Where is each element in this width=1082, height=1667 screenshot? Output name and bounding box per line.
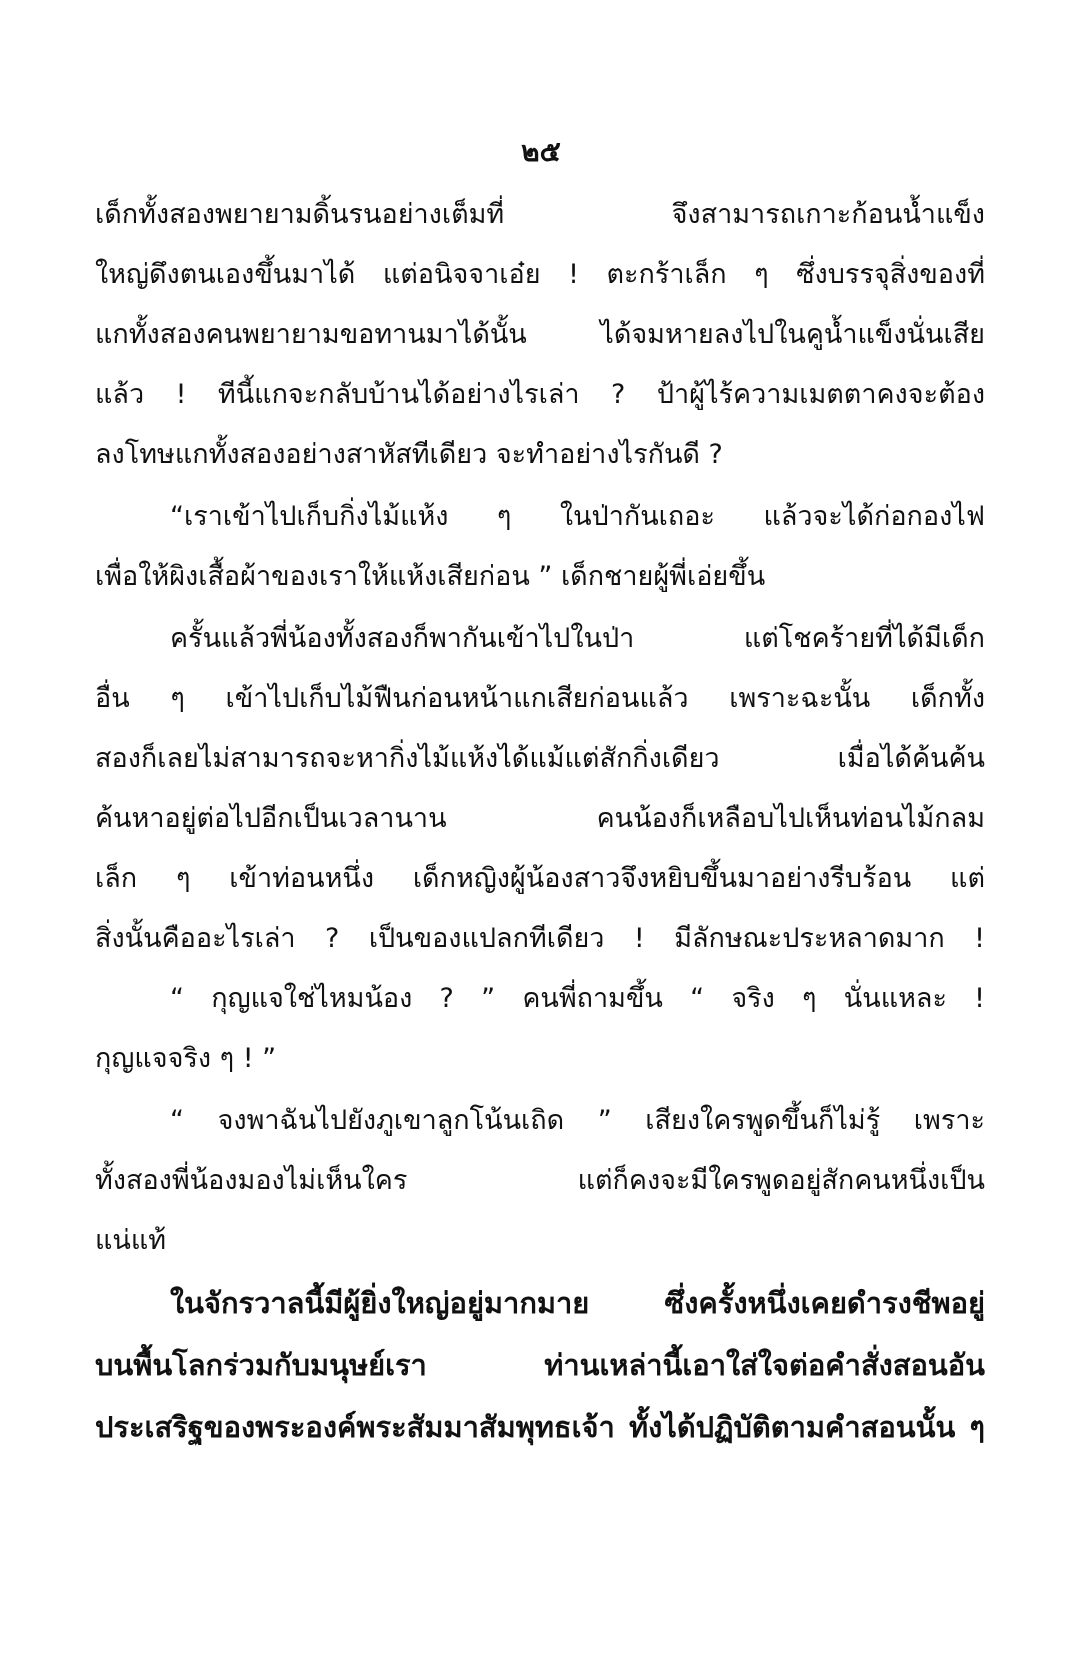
text-line: ในจักรวาลนี้มีผู้ยิ่งใหญ่อยู่มากมาย ซึ่งครั้งหนึ่งเคยดำรงชีพอยู่ (170, 1286, 985, 1320)
text-line: “ จงพาฉันไปยังภูเขาลูกโน้นเถิด ” เสียงใครพูดขึ้นก็ไม่รู้ เพราะ (170, 1105, 985, 1136)
text-line: ครั้นแล้วพี่น้องทั้งสองก็พากันเข้าไปในป่า แต่โชคร้ายที่ได้มีเด็ก (170, 623, 985, 654)
text-line: “ กุญแจใช่ไหมน้อง ? ” คนพี่ถามขึ้น “ จริง ๆ นั่นแหละ ! (170, 983, 985, 1014)
text-line: เล็ก ๆ เข้าท่อนหนึ่ง เด็กหญิงผู้น้องสาวจึงหยิบขึ้นมาอย่างรีบร้อน แต่ (95, 863, 985, 894)
text-line: ค้นหาอยู่ต่อไปอีกเป็นเวลานาน คนน้องก็เหลือบไปเห็นท่อนไม้กลม (95, 803, 985, 834)
text-line: “เราเข้าไปเก็บกิ่งไม้แห้ง ๆ ในป่ากันเถอะ แล้วจะได้ก่อกองไฟ (170, 501, 985, 532)
page-number: ๒๕ (521, 135, 561, 168)
text-line: ประเสริฐของพระองค์พระสัมมาสัมพุทธเจ้า ทั้งได้ปฏิบัติตามคำสอนนั้น ๆ (95, 1410, 985, 1444)
text-line: เด็กทั้งสองพยายามดิ้นรนอย่างเต็มที่ จึงสามารถเกาะก้อนน้ำแข็ง (95, 199, 985, 230)
text-line: ทั้งสองพี่น้องมองไม่เห็นใคร แต่ก็คงจะมีใครพูดอยู่สักคนหนึ่งเป็น (95, 1165, 985, 1196)
text-line: กุญแจจริง ๆ ! ” (95, 1043, 277, 1074)
text-line: สิ่งนั้นคืออะไรเล่า ? เป็นของแปลกทีเดียว ! มีลักษณะประหลาดมาก ! (95, 923, 985, 954)
text-line: สองก็เลยไม่สามารถจะหากิ่งไม้แห้งได้แม้แต่สักกิ่งเดียว เมื่อได้ค้นค้น (95, 743, 985, 774)
text-line: ลงโทษแกทั้งสองอย่างสาหัสทีเดียว จะทำอย่างไรกันดี ? (95, 439, 723, 470)
text-line: แน่แท้ (95, 1225, 167, 1256)
text-line: ใหญ่ดึงตนเองขึ้นมาได้ แต่อนิจจาเอ๋ย ! ตะกร้าเล็ก ๆ ซึ่งบรรจุสิ่งของที่ (95, 259, 985, 290)
text-line: แล้ว ! ทีนี้แกจะกลับบ้านได้อย่างไรเล่า ? ป้าผู้ไร้ความเมตตาคงจะต้อง (95, 379, 985, 410)
text-line: อื่น ๆ เข้าไปเก็บไม้ฟืนก่อนหน้าแกเสียก่อนแล้ว เพราะฉะนั้น เด็กทั้ง (95, 683, 985, 714)
text-line: บนพื้นโลกร่วมกับมนุษย์เรา ท่านเหล่านี้เอาใส่ใจต่อคำสั่งสอนอัน (95, 1348, 985, 1382)
text-line: เพื่อให้ผิงเสื้อผ้าของเราให้แห้งเสียก่อน ” เด็กชายผู้พี่เอ่ยขึ้น (95, 561, 766, 592)
text-line: แกทั้งสองคนพยายามขอทานมาได้นั้น ได้จมหายลงไปในคูน้ำแข็งนั่นเสีย (95, 319, 985, 350)
